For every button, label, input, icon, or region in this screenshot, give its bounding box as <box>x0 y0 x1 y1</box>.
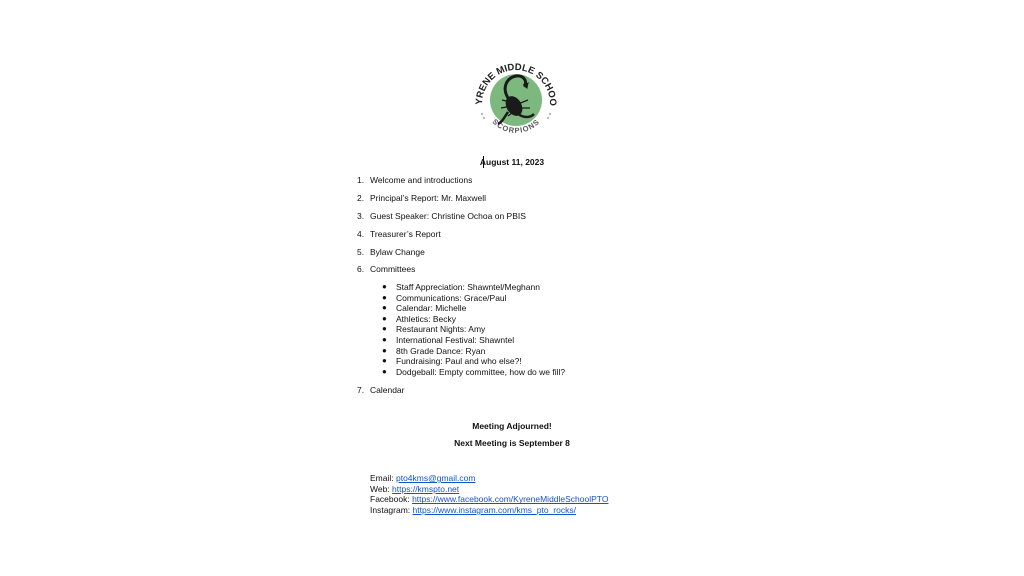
committee-label: Fundraising: Paul and who else?! <box>396 356 522 367</box>
meeting-adjourned: Meeting Adjourned! <box>472 421 552 431</box>
school-logo <box>468 52 564 148</box>
bullet-icon: ● <box>382 356 387 366</box>
meeting-date: August 11, 2023 <box>479 157 545 167</box>
agenda-number: 3. <box>357 211 365 221</box>
contact-instagram <box>370 505 608 516</box>
contact-email <box>370 473 608 484</box>
next-meeting: Next Meeting is September 8 <box>454 438 570 448</box>
agenda-number: 1. <box>357 175 365 185</box>
agenda-label: Treasurer’s Report <box>370 229 441 239</box>
committee-label: Staff Appreciation: Shawntel/Meghann <box>396 282 540 292</box>
agenda-label: Welcome and introductions <box>370 175 473 185</box>
web-link[interactable]: https://kmspto.net <box>392 483 460 494</box>
committee-label: Calendar: Michelle <box>396 303 467 314</box>
facebook-link[interactable]: https://www.facebook.com/KyreneMiddleSchoolPTO <box>412 494 609 505</box>
agenda-number: 7. <box>357 385 365 395</box>
bullet-icon: ● <box>382 313 387 323</box>
committee-label: Communications: Grace/Paul <box>396 292 507 303</box>
scorpion-icon <box>468 52 564 148</box>
committee-label: Athletics: Becky <box>396 313 456 324</box>
bullet-icon: ● <box>382 335 387 344</box>
agenda-number: 4. <box>357 229 365 239</box>
logo-ring-bottom: SCORPIONS <box>490 117 542 135</box>
contact-label: Email: <box>370 473 396 483</box>
agenda-number: 2. <box>357 193 365 203</box>
agenda-label: Guest Speaker: Christine Ochoa on PBIS <box>370 211 526 221</box>
agenda-label: Calendar <box>370 385 405 395</box>
email-link[interactable]: pto4kms@gmail.com <box>395 473 476 483</box>
contact-label: Web: <box>370 483 393 494</box>
bullet-icon: ● <box>382 345 387 355</box>
agenda-label: Principal’s Report: Mr. Maxwell <box>370 193 487 203</box>
committee-label: Dodgeball: Empty committee, how do we fill? <box>396 366 566 377</box>
bullet-icon: ● <box>382 292 387 302</box>
contact-facebook <box>370 494 608 505</box>
bullet-icon: ● <box>382 324 387 334</box>
bullet-icon: ● <box>382 366 387 376</box>
committee-label: International Festival: Shawntel <box>396 335 515 345</box>
agenda-label: Bylaw Change <box>370 247 425 257</box>
agenda-number: 6. <box>357 264 365 274</box>
committee-label: 8th Grade Dance: Ryan <box>396 345 486 356</box>
bullet-icon: ● <box>382 282 387 291</box>
logo-ring-top: YRENE MIDDLE SCHOO <box>473 61 559 107</box>
committee-label: Restaurant Nights: Amy <box>396 324 486 335</box>
instagram-link[interactable]: https://www.instagram.com/kms_pto_rocks/ <box>412 505 576 516</box>
contact-label: Facebook: <box>370 494 413 505</box>
agenda-label: Committees <box>370 264 416 274</box>
bullet-icon: ● <box>382 303 387 313</box>
agenda-number: 5. <box>357 247 365 257</box>
contact-label: Instagram: <box>370 505 413 516</box>
contact-info <box>370 473 608 516</box>
contact-web <box>370 484 608 495</box>
